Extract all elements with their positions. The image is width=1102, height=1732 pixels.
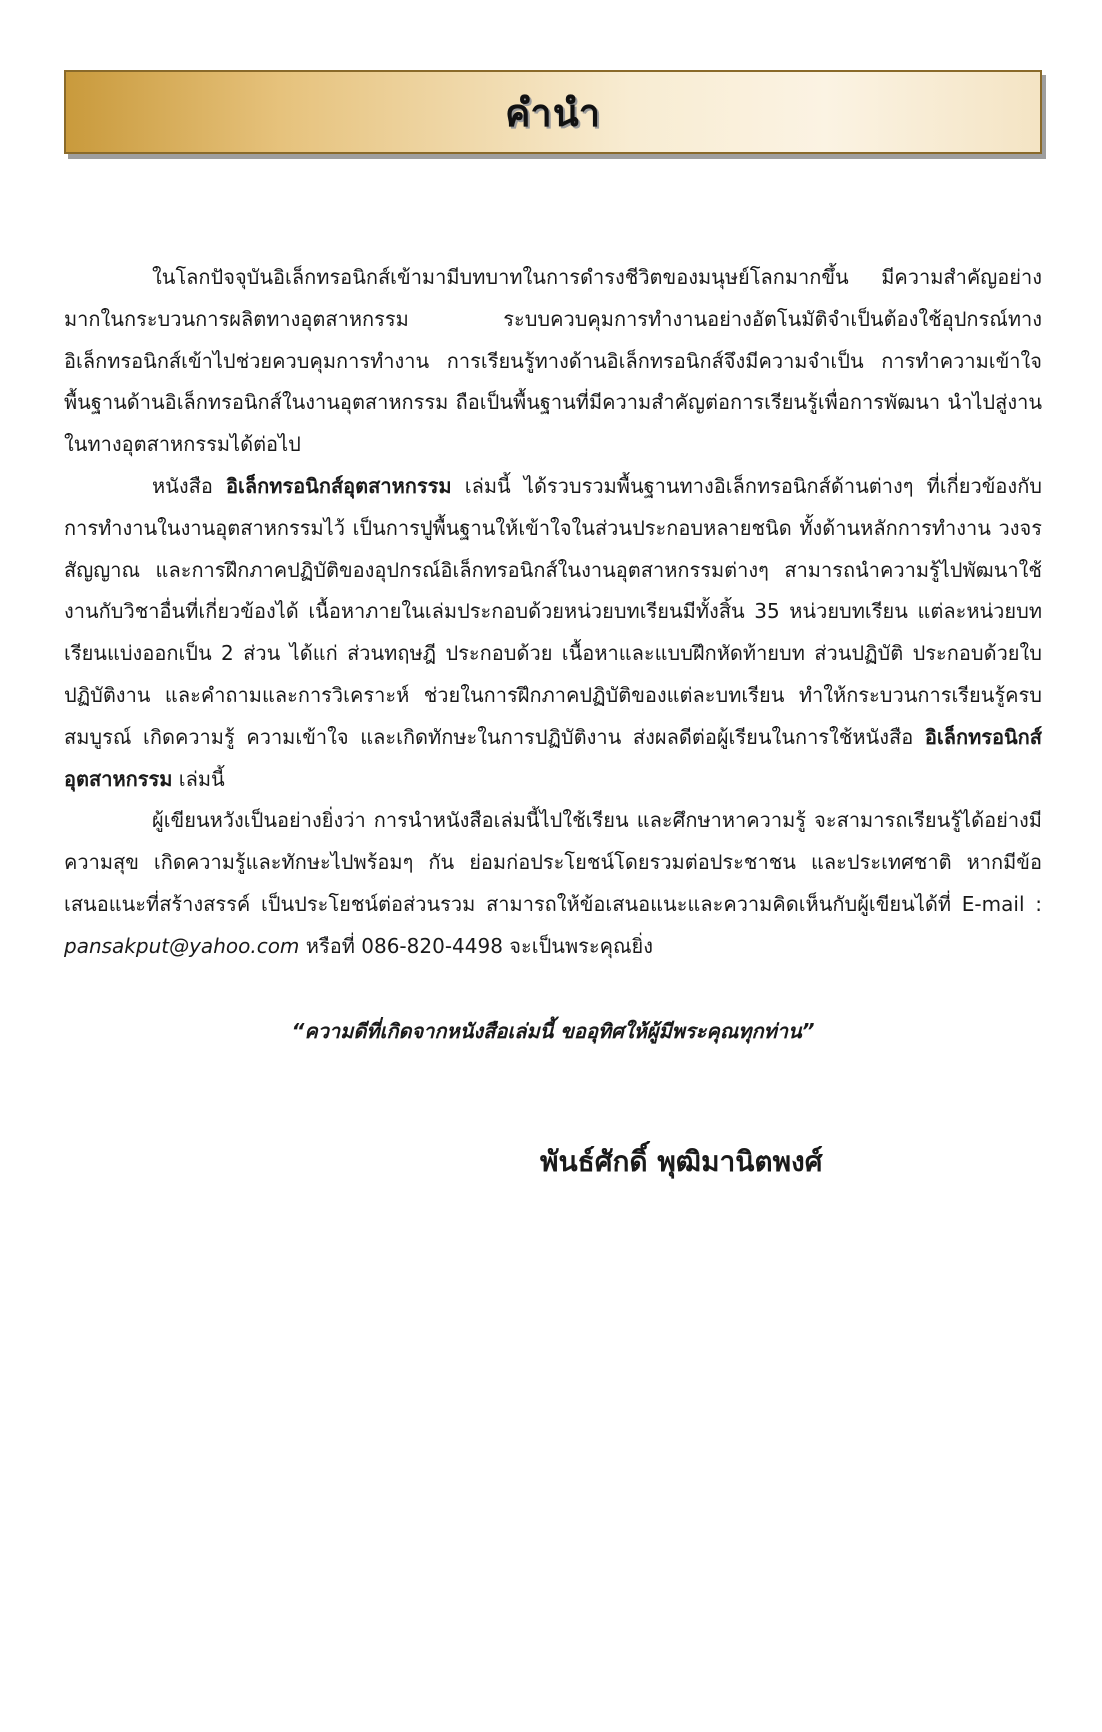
author-name: พันธ์ศักดิ์ พุฒิมานิตพงศ์ [540,1145,823,1178]
page-title: คำนำ [504,90,602,135]
email-address: pansakput@yahoo.com [64,933,300,958]
title-banner [64,70,1042,154]
paragraph-2 [64,466,1042,800]
phone-text: หรือที่ 086-820-4498 จะเป็นพระคุณยิ่ง [299,933,654,958]
para2-body: เล่มนี้ ได้รวบรวมพื้นฐานทางอิเล็กทรอนิกส์ด้านต่างๆ ที่เกี่ยวข้องกับการทำงานในงานอุตสาหกรรมไว้ เป็นการปูพื้นฐานให้เข้าใจในส่วนประกอบหลายชนิด ทั้งด้านหลักการทำงาน วงจร สัญญาณ และการฝึกภาคปฏิบัติของอุปกรณ์อิเล็กทรอนิกส์ในงานอุตสาหกรรมต่างๆ สามารถนำความรู้ไปพัฒนาใช้งานกับวิชาอื่นที่เกี่ยวข้องได้ เนื้อหาภายในเล่มประกอบด้วยหน่วยบทเรียนมีทั้งสิ้น 35 หน่วยบทเรียน แต่ละหน่วยบทเรียนแบ่งออกเป็น 2 ส่วน ได้แก่ ส่วนทฤษฎี ประกอบด้วย เนื้อหาและแบบฝึกหัดท้ายบท ส่วนปฏิบัติ ประกอบด้วยใบปฏิบัติงาน และคำถามและการวิเคราะห์ ช่วยในการฝึกภาคปฏิบัติของแต่ละบทเรียน ทำให้กระบวนการเรียนรู้ครบสมบูรณ์ เกิดความรู้ ความเข้าใจ และเกิดทักษะในการปฏิบัติงาน ส่งผลดีต่อผู้เรียนในการใช้หนังสือ [64,473,1043,749]
book-title-2: อิเล็กทรอนิกส์อุตสาหกรรม [64,724,1042,791]
book-title: อิเล็กทรอนิกส์อุตสาหกรรม [226,473,452,498]
paragraph-1: ในโลกปัจจุบันอิเล็กทรอนิกส์เข้ามามีบทบาทในการดำรงชีวิตของมนุษย์โลกมากขึ้น มีความสำคัญอย่างมากในกระบวนการผลิตทางอุตสาหกรรม ระบบควบคุมการทำงานอย่างอัตโนมัติจำเป็นต้องใช้อุปกรณ์ทางอิเล็กทรอนิกส์เข้าไปช่วยควบคุมการทำงาน การเรียนรู้ทางด้านอิเล็กทรอนิกส์จึงมีความจำเป็น การทำความเข้าใจพื้นฐานด้านอิเล็กทรอนิกส์ในงานอุตสาหกรรม ถือเป็นพื้นฐานที่มีความสำคัญต่อการเรียนรู้เพื่อการพัฒนา นำไปสู่งานในทางอุตสาหกรรมได้ต่อไป [64,265,1042,457]
para2-suffix: เล่มนี้ [172,766,225,791]
para2-prefix: หนังสือ [152,473,227,498]
preface-body [64,257,1042,968]
dedication-quote: “ความดีที่เกิดจากหนังสือเล่มนี้ ขออุทิศให้ผู้มีพระคุณทุกท่าน” [291,1019,815,1043]
email-label: E-mail : [961,891,1042,916]
paragraph-3 [64,800,1042,967]
para3-body: ผู้เขียนหวังเป็นอย่างยิ่งว่า การนำหนังสือเล่มนี้ไปใช้เรียน และศึกษาหาความรู้ จะสามารถเรียนรู้ได้อย่างมีความสุข เกิดความรู้และทักษะไปพร้อมๆ กัน ย่อมก่อประโยชน์โดยรวมต่อประชาชน และประเทศชาติ หากมีข้อเสนอแนะที่สร้างสรรค์ เป็นประโยชน์ต่อส่วนรวม สามารถให้ข้อเสนอแนะและความคิดเห็นกับผู้เขียนได้ที่ [64,808,1042,916]
